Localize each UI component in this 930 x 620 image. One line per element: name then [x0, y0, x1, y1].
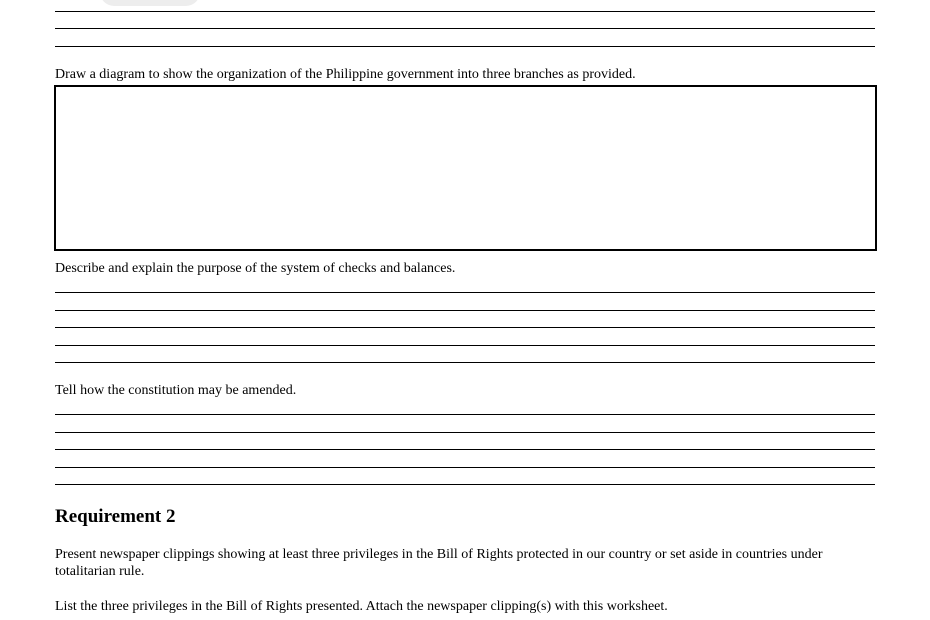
- seal-fragment: [100, 0, 200, 6]
- answer-line[interactable]: [55, 345, 875, 346]
- answer-line[interactable]: [55, 292, 875, 293]
- requirement-instruction: Present newspaper clippings showing at least three privileges in the Bill of Rights protected in our country or set aside in countries under totalitarian rule.: [55, 547, 823, 579]
- answer-line[interactable]: [55, 432, 875, 433]
- question-checks-balances: Describe and explain the purpose of the system of checks and balances.: [55, 261, 456, 276]
- requirement-heading: Requirement 2: [55, 506, 176, 527]
- requirement-list-instruction: List the three privileges in the Bill of Rights presented. Attach the newspaper clipping(s) with this worksheet.: [55, 599, 668, 614]
- answer-line[interactable]: [55, 310, 875, 311]
- question-diagram: Draw a diagram to show the organization of the Philippine government into three branches as provided.: [55, 67, 636, 82]
- answer-line[interactable]: [55, 484, 875, 485]
- answer-line[interactable]: [55, 46, 875, 47]
- answer-line[interactable]: [55, 414, 875, 415]
- answer-line[interactable]: [55, 467, 875, 468]
- answer-line[interactable]: [55, 11, 875, 12]
- question-amend: Tell how the constitution may be amended.: [55, 383, 297, 398]
- diagram-drawing-box[interactable]: [54, 85, 877, 251]
- answer-line[interactable]: [55, 449, 875, 450]
- answer-line[interactable]: [55, 362, 875, 363]
- answer-line[interactable]: [55, 327, 875, 328]
- answer-line[interactable]: [55, 28, 875, 29]
